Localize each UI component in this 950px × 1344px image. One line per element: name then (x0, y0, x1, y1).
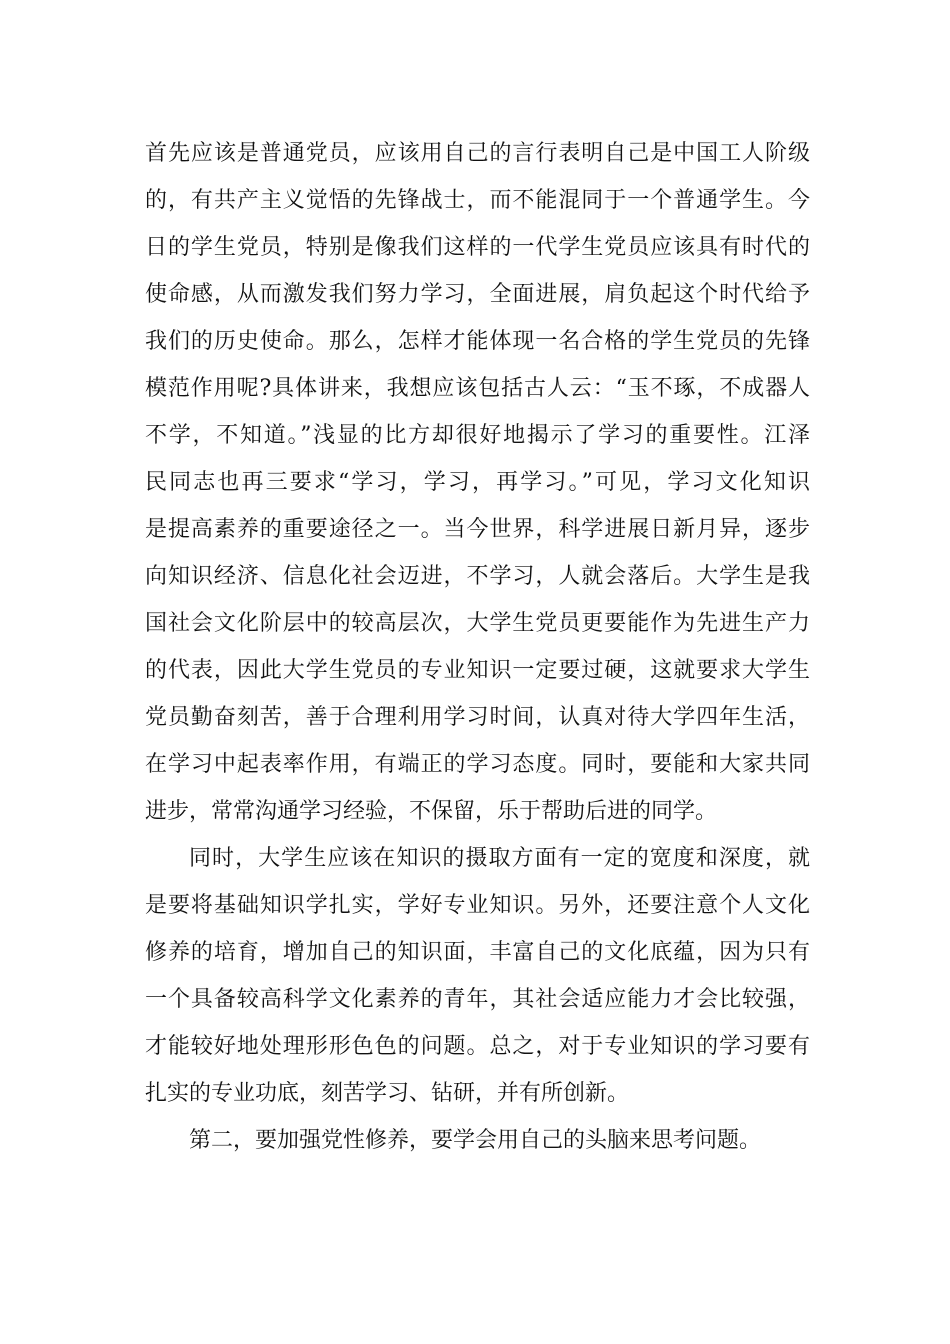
paragraph-line: 日的学生党员，特别是像我们这样的一代学生党员应该具有时代的 (145, 235, 810, 260)
paragraph-line: 国社会文化阶层中的较高层次，大学生党员更要能作为先进生产力 (145, 611, 810, 636)
paragraph-last-line: 扎实的专业功底，刻苦学习、钻研，并有所创新。 (145, 1081, 630, 1106)
paragraph-line: 是提高素养的重要途径之一。当今世界，科学进展日新月异，逐步 (145, 517, 810, 542)
paragraph-line: 不学，不知道。”浅显的比方却很好地揭示了学习的重要性。江泽 (145, 423, 810, 448)
paragraph-line: 模范作用呢?具体讲来，我想应该包括古人云：“玉不琢，不成器人 (145, 376, 810, 401)
paragraph-line: 一个具备较高科学文化素养的青年，其社会适应能力才会比较强， (145, 987, 810, 1012)
paragraph-line: 民同志也再三要求“学习，学习，再学习。”可见，学习文化知识 (145, 470, 810, 495)
paragraph-line: 的，有共产主义觉悟的先锋战士，而不能混同于一个普通学生。今 (145, 188, 810, 213)
paragraph-line: 使命感，从而激发我们努力学习，全面进展，肩负起这个时代给予 (145, 282, 810, 307)
paragraph-line: 首先应该是普通党员，应该用自己的言行表明自己是中国工人阶级 (145, 141, 810, 166)
paragraph-line: 的代表，因此大学生党员的专业知识一定要过硬，这就要求大学生 (145, 658, 810, 683)
paragraph-line: 是要将基础知识学扎实，学好专业知识。另外，还要注意个人文化 (145, 893, 810, 918)
paragraph-line: 向知识经济、信息化社会迈进，不学习，人就会落后。大学生是我 (145, 564, 810, 589)
paragraph-line: 在学习中起表率作用，有端正的学习态度。同时，要能和大家共同 (145, 752, 810, 777)
paragraph-line: 我们的历史使命。那么，怎样才能体现一名合格的学生党员的先锋 (145, 329, 810, 354)
paragraph-line: 才能较好地处理形形色色的问题。总之，对于专业知识的学习要有 (145, 1034, 810, 1059)
paragraph-first-line: 同时，大学生应该在知识的摄取方面有一定的宽度和深度，就 (189, 846, 810, 871)
paragraph-line: 修养的培育，增加自己的知识面，丰富自己的文化底蕴，因为只有 (145, 940, 810, 965)
paragraph-last-line: 进步，常常沟通学习经验，不保留，乐于帮助后进的同学。 (145, 799, 718, 824)
document-body (145, 130, 810, 1164)
section-heading-line: 第二，要加强党性修养，要学会用自己的头脑来思考问题。 (189, 1128, 762, 1153)
paragraph-line: 党员勤奋刻苦，善于合理利用学习时间，认真对待大学四年生活， (145, 705, 810, 730)
